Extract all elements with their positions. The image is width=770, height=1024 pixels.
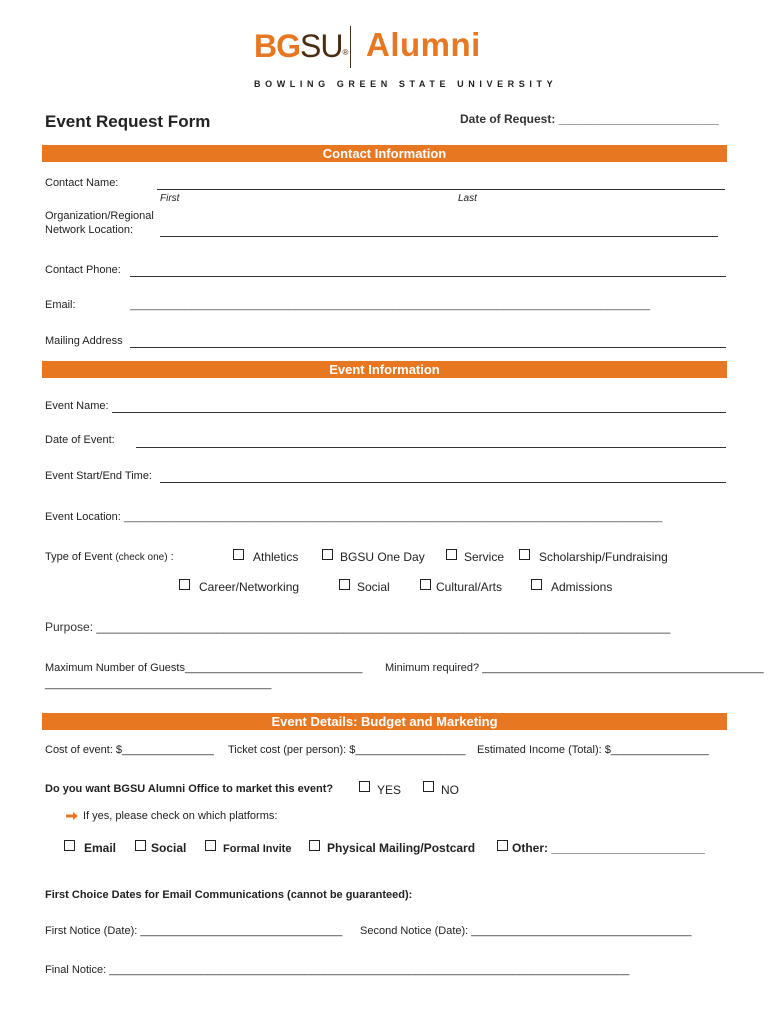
service-label: Service [464,550,505,564]
section-bar-details: Event Details: Budget and Marketing [42,713,727,730]
event-location-label: Event Location: [45,511,121,523]
cost-of-event-field[interactable]: Cost of event: $_______________ [45,744,214,756]
social-checkbox[interactable] [339,579,350,590]
event-name-field[interactable] [112,412,726,413]
email-field[interactable]: _____________________________________________________________________________________ [130,299,651,311]
platform-formal-invite-checkbox[interactable] [205,840,216,851]
event-type-hint: (check one) [115,552,168,563]
logo-divider [350,26,351,68]
org-location-field[interactable] [160,236,718,237]
event-name-label: Event Name: [45,400,109,412]
date-of-request-field[interactable]: Date of Request: ________________________ [460,112,719,126]
email-label: Email: [45,299,76,311]
bgsu-one-day-checkbox[interactable] [322,549,333,560]
scholarship-label: Scholarship/Fundraising [539,550,668,564]
platform-other-checkbox[interactable] [497,840,508,851]
first-name-caption: First [160,193,180,204]
market-no-checkbox[interactable] [423,781,434,792]
event-time-field[interactable] [160,482,726,483]
scholarship-checkbox[interactable] [519,549,530,560]
logo-bg-text: BG [254,28,300,64]
market-yes-label: YES [377,783,402,797]
logo-alumni-text: Alumni [366,26,481,63]
second-notice-field[interactable]: Second Notice (Date): ____________________________________ [360,925,692,937]
ticket-cost-field[interactable]: Ticket cost (per person): $__________________ [228,744,466,756]
athletics-label: Athletics [253,550,299,564]
logo-registered-mark: ® [342,48,348,57]
platform-postcard-checkbox[interactable] [309,840,320,851]
platform-postcard-label: Physical Mailing/Postcard [327,841,476,855]
career-networking-label: Career/Networking [199,580,300,594]
mailing-address-label: Mailing Address [45,335,123,347]
athletics-checkbox[interactable] [233,549,244,560]
bgsu-one-day-label: BGSU One Day [340,550,425,564]
section-bar-contact: Contact Information [42,145,727,162]
market-yes-checkbox[interactable] [359,781,370,792]
contact-phone-field[interactable] [130,276,726,277]
market-no-label: NO [441,783,459,797]
event-date-label: Date of Event: [45,434,115,446]
platform-social-label: Social [151,841,187,855]
cultural-arts-checkbox[interactable] [420,579,431,590]
platform-social-checkbox[interactable] [135,840,146,851]
first-notice-field[interactable]: First Notice (Date): _________________________________ [45,925,343,937]
extra-guests-line[interactable]: _____________________________________ [45,678,272,690]
social-label: Social [357,580,390,594]
platform-formal-invite-label: Formal Invite [223,843,292,855]
market-question: Do you want BGSU Alumni Office to market this event? [45,783,334,795]
platforms-hint: If yes, please check on which platforms: [83,810,278,822]
event-date-field[interactable] [136,447,726,448]
bgsu-logo [254,28,347,65]
event-type-colon: : [167,551,174,563]
last-name-caption: Last [458,193,477,204]
career-networking-checkbox[interactable] [179,579,190,590]
contact-name-field[interactable] [157,189,725,190]
logo-subtitle: BOWLING GREEN STATE UNIVERSITY [254,79,558,89]
platform-email-label: Email [84,841,117,855]
contact-name-label: Contact Name: [45,177,119,189]
max-guests-field[interactable]: Maximum Number of Guests_____________________________ [45,662,363,674]
contact-phone-label: Contact Phone: [45,264,121,276]
section-bar-event: Event Information [42,361,727,378]
admissions-label: Admissions [551,580,613,594]
purpose-field[interactable]: Purpose: ______________________________________________________________________________________ [45,620,671,634]
final-notice-field[interactable]: Final Notice: _____________________________________________________________________________________ [45,964,630,976]
event-time-label: Event Start/End Time: [45,470,152,482]
service-checkbox[interactable] [446,549,457,560]
form-title: Event Request Form [45,112,211,131]
event-type-label [45,551,174,563]
org-label-line2: Network Location: [45,224,134,236]
admissions-checkbox[interactable] [531,579,542,590]
event-type-label-text: Type of Event [45,551,113,563]
email-dates-heading: First Choice Dates for Email Communications (cannot be guaranteed): [45,889,413,901]
cultural-arts-label: Cultural/Arts [436,580,503,594]
platform-email-checkbox[interactable] [64,840,75,851]
logo-su-text: SU [300,28,343,64]
event-location-field[interactable]: ________________________________________________________________________________________ [124,511,663,523]
mailing-address-field[interactable] [130,347,726,348]
arrow-right-icon [66,812,78,820]
org-label-line1: Organization/Regional [45,210,154,222]
estimated-income-field[interactable]: Estimated Income (Total): $________________ [477,744,709,756]
platform-other-field[interactable]: Other: _______________________ [512,841,705,855]
min-required-field[interactable]: Minimum required? ______________________________________________ [385,662,764,674]
